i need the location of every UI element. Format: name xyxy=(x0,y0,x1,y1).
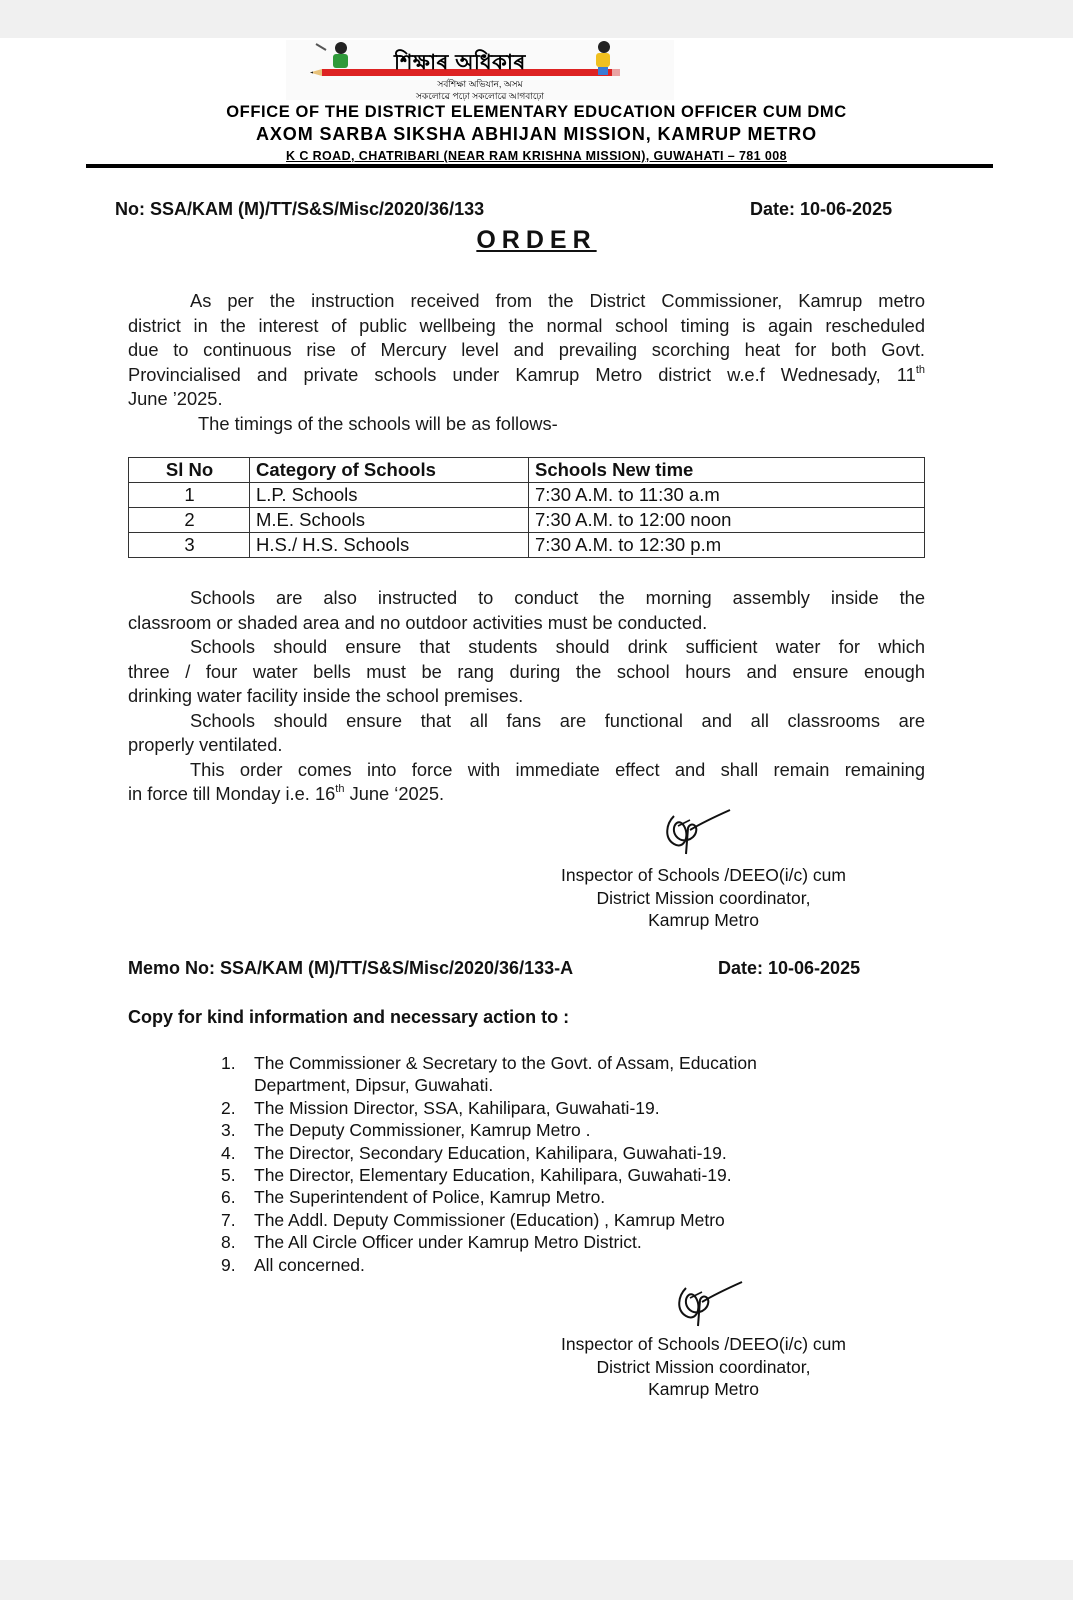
memo-no: Memo No: SSA/KAM (M)/TT/S&S/Misc/2020/36/133-A xyxy=(128,958,574,978)
office-address-text: K C ROAD, CHATRIBARI (NEAR RAM KRISHNA MISSION), GUWAHATI – 781 008 xyxy=(286,149,787,163)
para1-line2: classroom or shaded area and no outdoor activities must be conducted. xyxy=(128,611,708,633)
list-number: 6. xyxy=(221,1187,236,1208)
signatory-line1: Inspector of Schools /DEEO(i/c) cum xyxy=(561,865,846,885)
mission-name: AXOM SARBA SIKSHA ABHIJAN MISSION, KAMRUP METRO xyxy=(256,124,817,144)
office-address xyxy=(0,149,1073,163)
table-cell: 2 xyxy=(129,508,250,533)
list-number: 5. xyxy=(221,1165,236,1186)
list-number: 8. xyxy=(221,1232,236,1253)
recipient-list xyxy=(221,1052,861,1276)
signatory-line3: Kamrup Metro xyxy=(648,910,759,930)
intro-line-3: due to continuous rise of Mercury level and prevailing scorching heat for both Govt. xyxy=(128,339,925,360)
para4-line2 xyxy=(128,782,925,807)
para4-sup: th xyxy=(335,783,345,795)
para4-line2-a: in force till Monday i.e. 16 xyxy=(128,783,336,804)
list-text: The Mission Director, SSA, Kahilipara, Guwahati-19. xyxy=(254,1097,660,1118)
list-number: 1. xyxy=(221,1053,236,1073)
table-cell: H.S./ H.S. Schools xyxy=(250,533,529,558)
table-cell: 7:30 A.M. to 12:30 p.m xyxy=(529,533,925,558)
para1-line1: Schools are also instructed to conduct the morning assembly inside the xyxy=(190,587,925,608)
list-item xyxy=(221,1142,861,1164)
table-cell: 7:30 A.M. to 12:00 noon xyxy=(529,508,925,533)
instructions-paragraphs xyxy=(128,586,925,807)
order-title: ORDER xyxy=(476,226,597,254)
intro-sup: th xyxy=(915,363,925,376)
list-item xyxy=(221,1186,861,1208)
ssa-logo xyxy=(286,40,674,100)
para4-line2-b: June ‘2025. xyxy=(344,783,445,804)
office-name: OFFICE OF THE DISTRICT ELEMENTARY EDUCATION OFFICER CUM DMC xyxy=(226,103,847,121)
list-text: The Director, Secondary Education, Kahilipara, Guwahati-19. xyxy=(254,1142,727,1163)
logo-subtitle: সৰ্বশিক্ষা অভিযান, অসম xyxy=(437,79,523,89)
intro-line-1: As per the instruction received from the District Commissioner, Kamrup metro xyxy=(190,290,925,311)
para3-line2: properly ventilated. xyxy=(128,734,283,755)
list-number: 4. xyxy=(221,1142,236,1163)
intro-line-4-text: Provincialised and private schools under Kamrup Metro district w.e.f Wednesady, 11 xyxy=(128,363,916,385)
logo-tagline: সকলোৱে পঢ়ো সকলোৱে আগবাঢ়ো xyxy=(415,91,544,101)
order-ref-no: No: SSA/KAM (M)/TT/S&S/Misc/2020/36/133 xyxy=(115,199,485,219)
list-item xyxy=(221,1231,861,1253)
signature-2 xyxy=(672,1278,752,1330)
logo-title: শিক্ষাৰ অধিকাৰ xyxy=(394,51,526,74)
table-header: Category of Schools xyxy=(250,458,529,483)
table-header-row xyxy=(129,458,925,483)
para2-line3: drinking water facility inside the school premises. xyxy=(128,685,524,706)
table-header: Schools New time xyxy=(529,458,925,483)
table-cell: 7:30 A.M. to 11:30 a.m xyxy=(529,483,925,508)
copy-heading: Copy for kind information and necessary action to : xyxy=(128,1007,570,1027)
intro-line-4 xyxy=(128,363,925,388)
list-item xyxy=(221,1119,861,1141)
signatory-line3: Kamrup Metro xyxy=(648,1379,759,1399)
document-page xyxy=(0,38,1073,1560)
list-item xyxy=(221,1052,861,1097)
intro-paragraph xyxy=(128,289,925,436)
table-header: Sl No xyxy=(129,458,250,483)
header-rule xyxy=(86,164,993,168)
list-item xyxy=(221,1254,861,1276)
signatory-block-2 xyxy=(526,1333,881,1401)
table-cell: 3 xyxy=(129,533,250,558)
list-text: The Commissioner & Secretary to the Govt. of Assam, Education xyxy=(254,1053,757,1073)
table-cell: 1 xyxy=(129,483,250,508)
list-number: 9. xyxy=(221,1254,236,1275)
school-timings-table xyxy=(128,457,925,558)
list-number: 3. xyxy=(221,1120,236,1141)
intro-line-2: district in the interest of public wellbeing the normal school timing is again rescheduled xyxy=(128,314,925,336)
para2-line1: Schools should ensure that students should drink sufficient water for which xyxy=(190,636,925,657)
para2-line2: three / four water bells must be rang during the school hours and ensure enough xyxy=(128,660,925,682)
list-text: The All Circle Officer under Kamrup Metro District. xyxy=(254,1232,642,1253)
list-number: 2. xyxy=(221,1097,236,1118)
signature-1 xyxy=(660,806,740,858)
signatory-line2: District Mission coordinator, xyxy=(596,1356,811,1377)
list-text: The Deputy Commissioner, Kamrup Metro . xyxy=(254,1120,591,1141)
list-text-cont: Department, Dipsur, Guwahati. xyxy=(254,1075,494,1096)
table-cell: L.P. Schools xyxy=(250,483,529,508)
signatory-line1: Inspector of Schools /DEEO(i/c) cum xyxy=(561,1334,846,1354)
list-number: 7. xyxy=(221,1209,236,1230)
list-item xyxy=(221,1209,861,1231)
table-cell: M.E. Schools xyxy=(250,508,529,533)
list-item xyxy=(221,1097,861,1119)
list-text: All concerned. xyxy=(254,1254,365,1275)
list-item xyxy=(221,1164,861,1186)
para3-line1: Schools should ensure that all fans are functional and all classrooms are xyxy=(190,709,925,731)
list-text: The Superintendent of Police, Kamrup Metro. xyxy=(254,1187,606,1208)
memo-date: Date: 10-06-2025 xyxy=(718,958,861,978)
table-row xyxy=(129,508,925,533)
signatory-block-1 xyxy=(526,864,881,932)
para4-line1: This order comes into force with immediate effect and shall remain remaining xyxy=(190,758,925,780)
signatory-line2: District Mission coordinator, xyxy=(596,887,811,908)
intro-line-5: June ’2025. xyxy=(128,388,223,409)
timings-intro: The timings of the schools will be as follows- xyxy=(198,412,558,434)
list-text: The Addl. Deputy Commissioner (Education) , Kamrup Metro xyxy=(254,1209,725,1230)
order-date: Date: 10-06-2025 xyxy=(750,199,893,219)
list-text: The Director, Elementary Education, Kahilipara, Guwahati-19. xyxy=(254,1165,732,1186)
table-row xyxy=(129,533,925,558)
table-row xyxy=(129,483,925,508)
